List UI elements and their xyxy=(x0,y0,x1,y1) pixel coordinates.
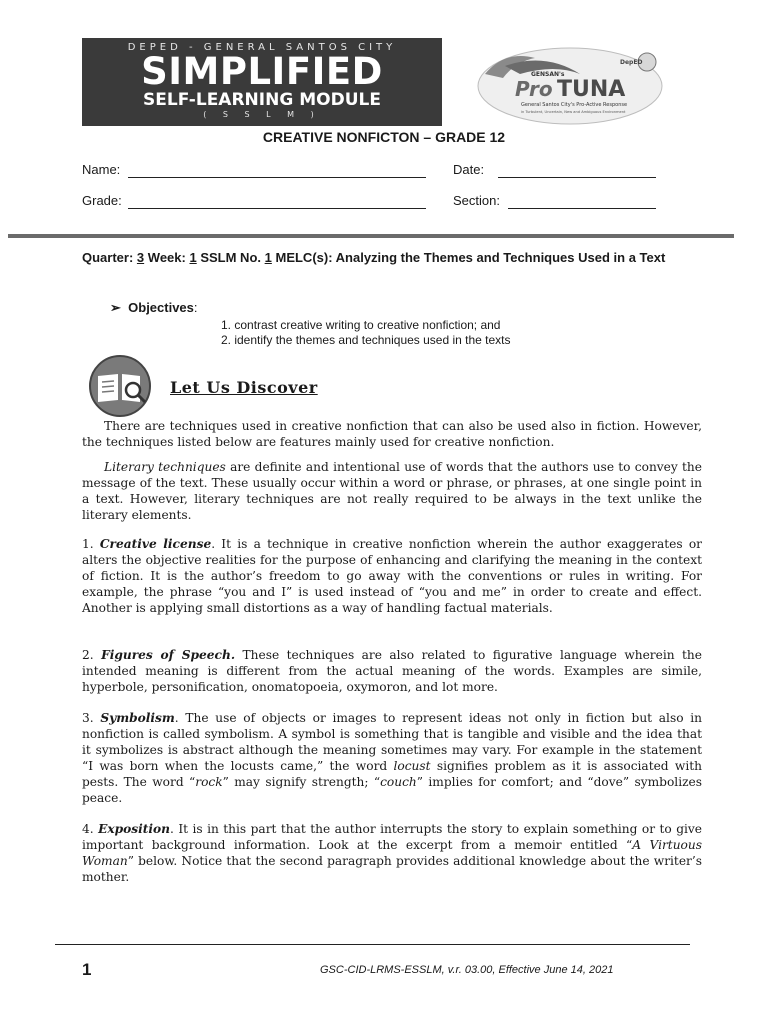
technique-term: Exposition xyxy=(98,822,171,836)
sslm-banner xyxy=(82,38,442,126)
grade-field[interactable] xyxy=(128,208,426,209)
technique-text: . The use of objects or images to represent ideas not only in fiction but also in nonfiction is called symbolism. A symbol is something that is tangible and visible and the idea that it symbolizes is abstract although the meaning sometimes may vary. For example in the statement “I was born when the locusts came,” the word xyxy=(82,711,702,773)
literary-text: are definite and intentional use of words that the authors use to convey the message of the text. These usually occur within a word or phrase, or phrases, at one single point in a text. However, literary techniques are not really required to be always in the text unlike the literary elements. xyxy=(82,460,702,522)
quarter-value: 3 xyxy=(136,250,145,265)
objective-item: 1. contrast creative writing to creative nonfiction; and xyxy=(221,318,501,332)
logo-tagline-text: General Santos City's Pro-Active Response xyxy=(521,102,628,108)
banner-sub-text: SELF-LEARNING MODULE xyxy=(143,90,381,110)
footer-divider xyxy=(55,944,690,945)
italic-word: couch xyxy=(380,775,417,789)
objective-item: 2. identify the themes and techniques used in the texts xyxy=(221,333,511,347)
sslm-label: SSLM No. xyxy=(200,250,261,265)
arrow-bullet-icon: ➢ xyxy=(110,300,121,315)
technique-text: These techniques are also related to figurative language wherein the intended meaning is different from the actual meaning of the words. Examples are simile, hyperbole, personification, onomatopoeia, oxymoron, and lot more. xyxy=(82,648,702,694)
protuna-logo xyxy=(475,44,665,126)
banner-sslm-text: ( S S L M ) xyxy=(203,110,321,119)
banner-top-text: DEPED - GENERAL SANTOS CITY xyxy=(127,42,397,53)
technique-term: Symbolism xyxy=(100,711,175,725)
item-number: 3. xyxy=(82,711,101,725)
quarter-info xyxy=(82,250,702,266)
item-number: 4. xyxy=(82,822,99,836)
technique-term: Figures of Speech. xyxy=(101,648,236,662)
item-number: 1. xyxy=(82,537,100,551)
literary-term: Literary techniques xyxy=(104,460,226,474)
date-label: Date: xyxy=(453,162,485,177)
technique-term: Creative license xyxy=(99,537,212,551)
item-number: 2. xyxy=(82,648,102,662)
logo-tagline2-text: in Turbulent, Uncertain, New and Ambiguous Environment xyxy=(521,110,626,114)
name-field[interactable] xyxy=(128,177,426,178)
technique-item-1 xyxy=(82,536,702,616)
melc-text: MELC(s): Analyzing the Themes and Techniques Used in a Text xyxy=(275,250,666,265)
week-label: Week: xyxy=(147,250,186,265)
grade-label: Grade: xyxy=(82,193,122,208)
section-field[interactable] xyxy=(508,208,656,209)
objectives-label: Objectives xyxy=(128,300,194,315)
technique-text: ” implies for comfort; and “dove” symbolizes peace. xyxy=(82,775,702,805)
quarter-label: Quarter: xyxy=(82,250,134,265)
italic-word: locust xyxy=(393,759,431,773)
literary-paragraph xyxy=(82,459,702,523)
technique-text: . It is a technique in creative nonfiction wherein the author exaggerates or alters the objective realities for the purpose of enhancing and clarifying the meaning in the context of fiction. It is the author’s freedom to go away with the conventions or rules in writing. For example, the phrase “you and I” is used instead of “you and me” in order to create and effect. Another is applying small distortions as a way of handling factual materials. xyxy=(82,537,702,615)
italic-word: A Virtuous Woman xyxy=(82,838,702,868)
name-label: Name: xyxy=(82,162,121,177)
week-value: 1 xyxy=(189,250,197,265)
technique-text: ” below. Notice that the second paragraph provides additional knowledge about the writer’s mother. xyxy=(82,854,702,884)
technique-item-3 xyxy=(82,710,702,806)
technique-text: signifies problem as it is associated with pests. The word “ xyxy=(82,759,702,789)
technique-item-4 xyxy=(82,821,702,885)
header-divider xyxy=(8,234,734,238)
date-field[interactable] xyxy=(498,177,656,178)
sslm-value: 1 xyxy=(264,250,272,265)
page-title: CREATIVE NONFICTON – GRADE 12 xyxy=(262,129,506,145)
logo-gensan-text: GENSAN's xyxy=(531,71,565,78)
technique-text: . It is in this part that the author interrupts the story to explain something or to give important background information. Look at the excerpt from a memoir entitled “ xyxy=(82,822,702,852)
banner-main-text: SIMPLIFIED xyxy=(141,50,383,93)
logo-deped-text: DepED xyxy=(620,59,643,66)
section-title: Let Us Discover xyxy=(170,378,318,397)
book-magnifier-icon xyxy=(80,354,160,418)
objectives-heading xyxy=(110,300,198,316)
intro-paragraph: There are techniques used in creative nonfiction that can also be used also in fiction. However, the techniques listed below are features mainly used for creative nonfiction. xyxy=(82,419,702,449)
objectives-colon: : xyxy=(193,300,198,315)
technique-text: ” may signify strength; “ xyxy=(222,775,381,789)
technique-item-2 xyxy=(82,647,702,695)
section-label: Section: xyxy=(453,193,500,208)
document-code: GSC-CID-LRMS-ESSLM, v.r. 03.00, Effective June 14, 2021 xyxy=(320,964,614,976)
italic-word: rock xyxy=(195,775,223,789)
logo-pro-text: Pro xyxy=(515,77,553,101)
logo-tuna-text: TUNA xyxy=(557,77,626,102)
page-number: 1 xyxy=(82,960,92,979)
